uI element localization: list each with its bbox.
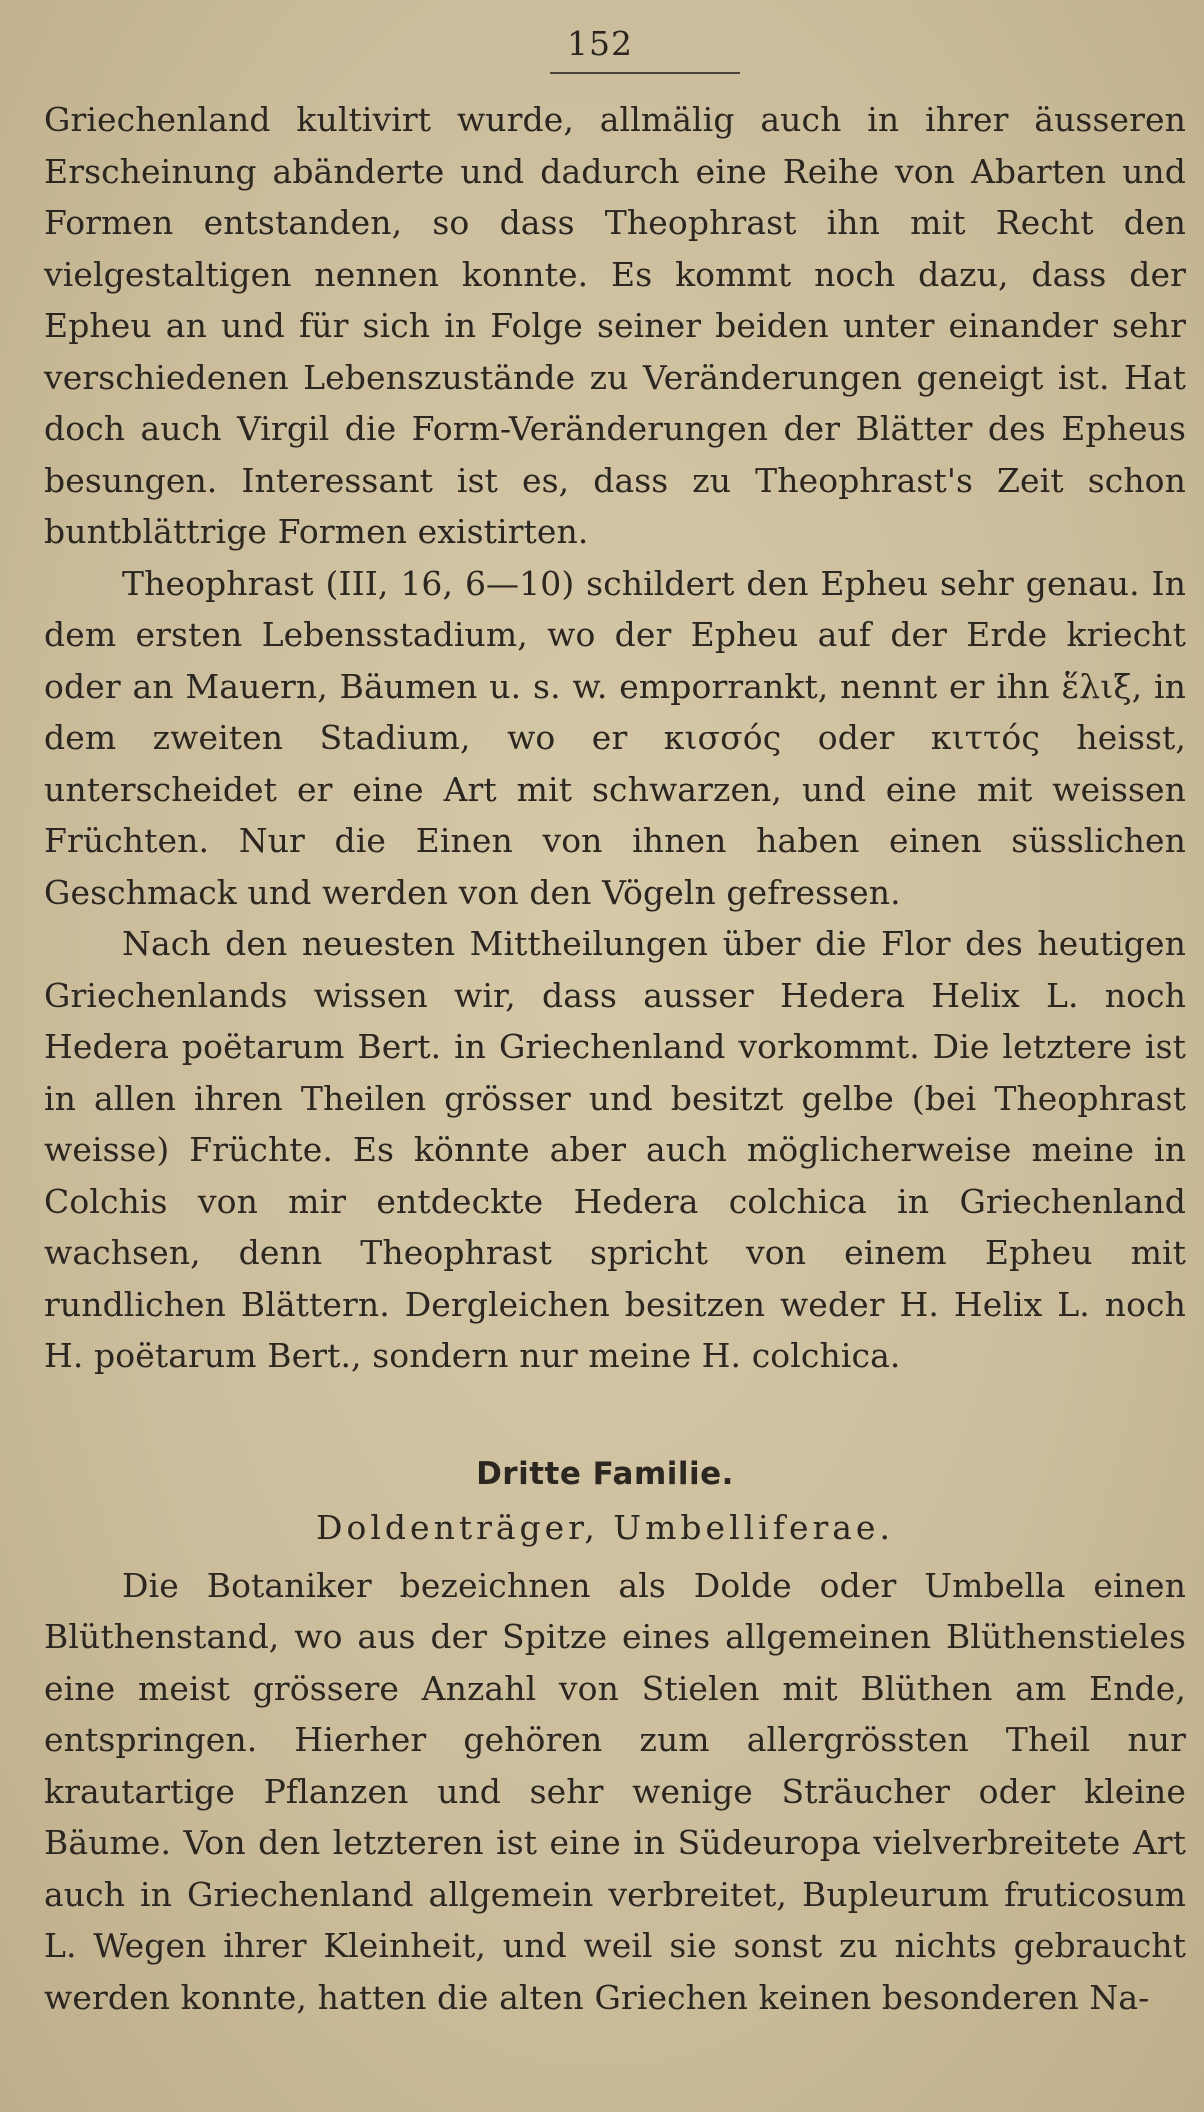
section-subheading: Doldenträger, Umbelliferae. [316, 1507, 894, 1547]
page-number: 152 [567, 24, 633, 63]
paragraph-epheu-forms: Griechenland kultivirt wurde, allmälig auch in ihrer äusseren Erscheinung abänderte und dadurch eine Reihe von Abarten und Formen entstanden, so dass Theophrast ihn mit Recht den vielgestaltigen nennen konnte. Es kommt noch dazu, dass der Epheu an und für sich in Folge seiner beiden unter einander sehr verschiedenen Lebenszustände zu Veränderungen geneigt ist. Hat doch auch Virgil die Form-Veränderungen der Blätter des Epheus besungen. Interessant ist es, dass zu Theophrast's Zeit schon buntblättrige Formen existirten. [44, 100, 1186, 551]
header-rule [550, 72, 740, 74]
paragraph-umbelliferae: Die Botaniker bezeichnen als Dolde oder Umbella einen Blüthenstand, wo aus der Spitze eines allgemeinen Blüthenstieles eine meist grössere Anzahl von Stielen mit Blüthen am Ende, entspringen. Hierher gehören zum allergrössten Theil nur krautartige Pflanzen und sehr wenige Sträucher oder kleine Bäume. Von den letzteren ist eine in Südeuropa vielverbreitete Art auch in Griechenland allgemein verbreitet, Bupleurum fruticosum L. Wegen ihrer Kleinheit, und weil sie sonst zu nichts gebraucht werden konnte, hatten die alten Griechen keinen besonderen Na- [44, 1565, 1186, 2017]
section-heading: Dritte Familie. [476, 1455, 734, 1492]
paragraph-theophrast-description: Theophrast (III, 16, 6—10) schildert den Epheu sehr genau. In dem ersten Lebensstadium, wo der Epheu auf der Erde kriecht oder an Mauern, Bäumen u. s. w. emporrankt, nennt er ihn ἕλιξ, in dem zweiten Stadium, wo er κισσός oder κιττός heisst, unterscheidet er eine Art mit schwarzen, und eine mit weissen Früchten. Nur die Einen von ihnen haben einen süsslichen Geschmack und werden von den Vögeln gefressen. [44, 563, 1186, 912]
paragraph-modern-flora: Nach den neuesten Mittheilungen über die Flor des heutigen Griechenlands wissen wir, dass ausser Hedera Helix L. noch Hedera poëtarum Bert. in Griechenland vorkommt. Die letztere ist in allen ihren Theilen grösser und besitzt gelbe (bei Theophrast weisse) Früchte. Es könnte aber auch möglicherweise meine in Colchis von mir entdeckte Hedera colchica in Griechenland wachsen, denn Theophrast spricht von einem Epheu mit rundlichen Blättern. Dergleichen besitzen weder H. Helix L. noch H. poëtarum Bert., sondern nur meine H. colchica. [44, 924, 1186, 1375]
section-spacer [44, 1382, 1186, 1448]
